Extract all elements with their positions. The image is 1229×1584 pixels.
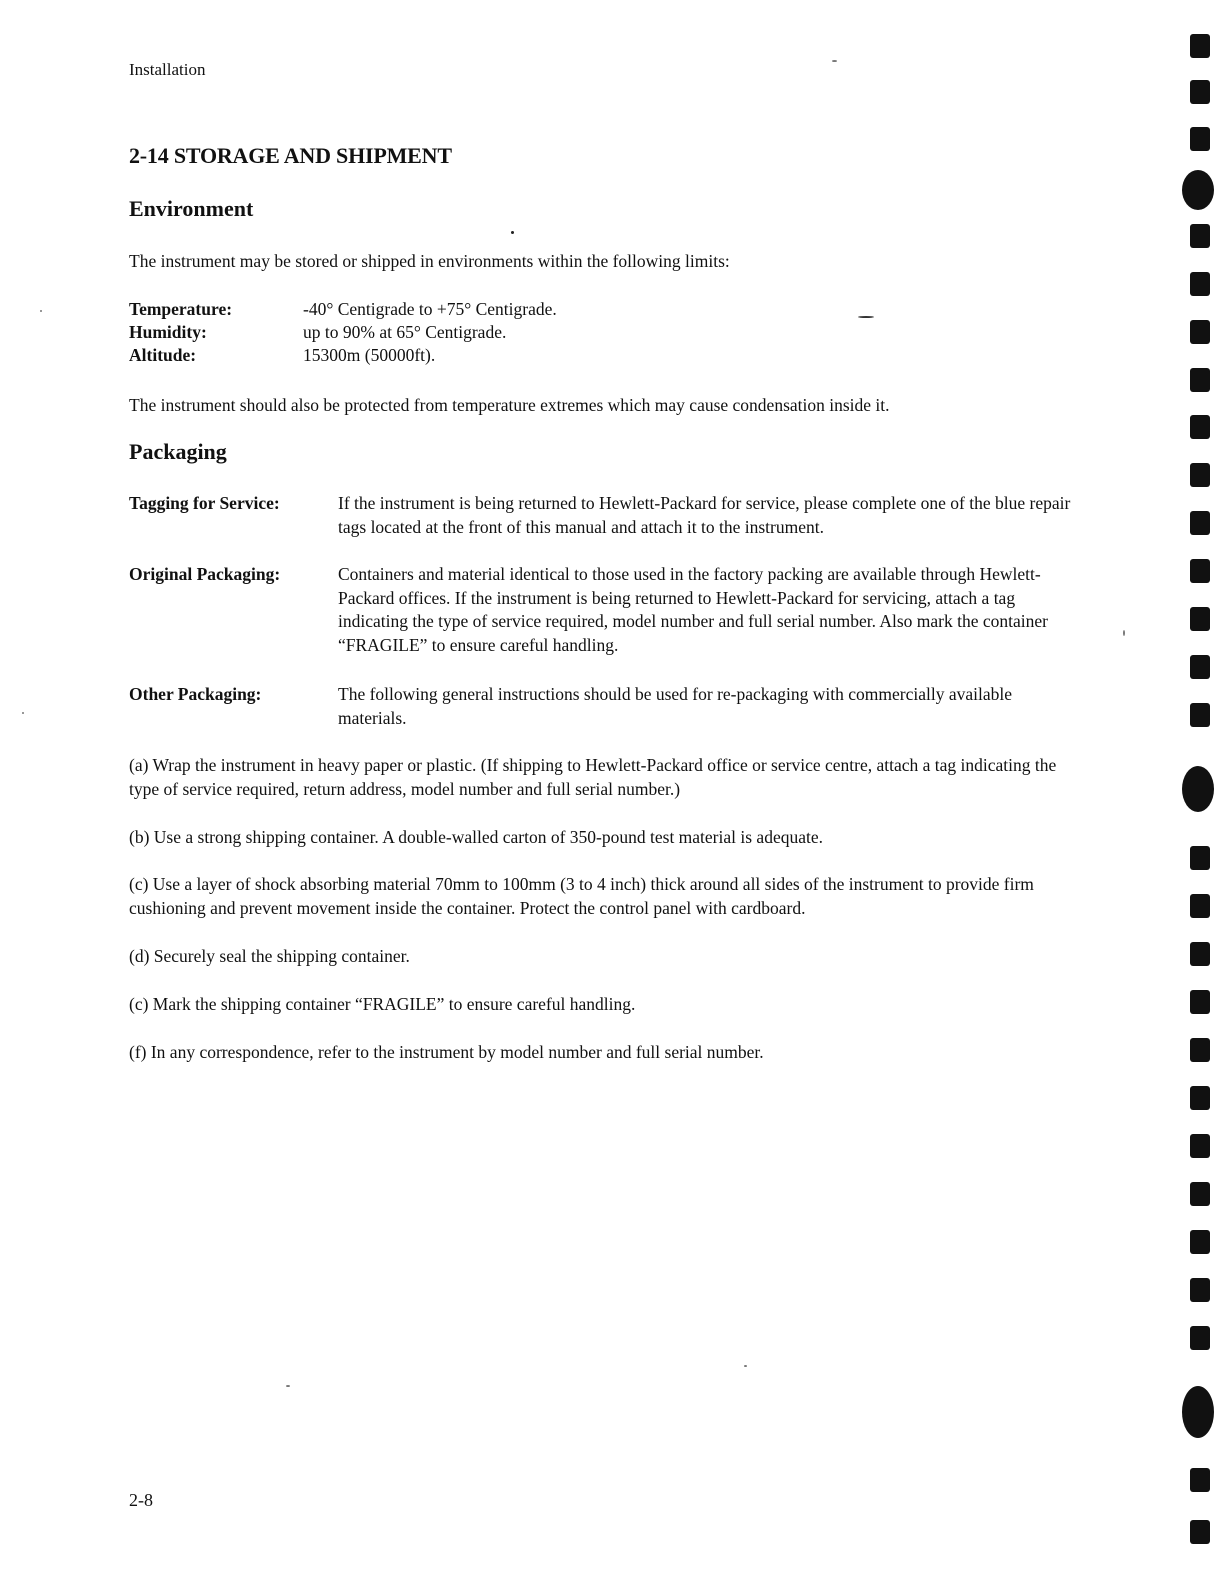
binding-hole <box>1190 224 1210 248</box>
packaging-step: (f) In any correspondence, refer to the instrument by model number and full serial number. <box>129 1042 764 1062</box>
binding-hole <box>1190 990 1210 1014</box>
packaging-step: (c) Use a layer of shock absorbing material 70mm to 100mm (3 to 4 inch) thick around all sides of the instrument to provide firm cushioning and prevent movement inside the container. Protect the control panel with cardboard. <box>129 874 1034 918</box>
packaging-item-text: The following general instructions should be used for re-packaging with commercially available materials. <box>338 684 1013 728</box>
spec-row-humidity <box>129 321 557 344</box>
packaging-step: (c) Mark the shipping container “FRAGILE” to ensure careful handling. <box>129 994 636 1014</box>
binding-hole <box>1190 320 1210 344</box>
packaging-step: (a) Wrap the instrument in heavy paper or plastic. (If shipping to Hewlett-Packard office or service centre, attach a tag indicating the type of service required, return address, model number and full serial number.) <box>129 755 1057 799</box>
packaging-item-text: Containers and material identical to those used in the factory packing are available through Hewlett-Packard offices. If the instrument is being returned to Hewlett-Packard for servicing, attach a tag indicating the type of service required, model number and full serial number. Also mark the container “FRAGILE” to ensure careful handling. <box>338 564 1048 655</box>
binding-hole <box>1190 463 1210 487</box>
binding-hole <box>1190 894 1210 918</box>
scan-speck <box>744 1365 747 1367</box>
scan-speck <box>858 316 874 318</box>
binding-hole <box>1190 559 1210 583</box>
packaging-step: (d) Securely seal the shipping container. <box>129 946 410 966</box>
binding-hole <box>1190 1278 1210 1302</box>
scan-speck <box>511 231 514 234</box>
binding-hole <box>1190 846 1210 870</box>
spec-label: Humidity: <box>129 322 207 342</box>
spec-label: Altitude: <box>129 345 197 365</box>
binding-hole <box>1190 272 1210 296</box>
spec-value: 15300m (50000ft). <box>303 345 436 365</box>
binding-hole <box>1190 1086 1210 1110</box>
binding-hole <box>1190 942 1210 966</box>
scan-speck <box>40 310 42 312</box>
binding-hole <box>1182 766 1214 812</box>
scan-speck <box>22 712 24 714</box>
environment-intro: The instrument may be stored or shipped in environments within the following limits: <box>129 251 730 271</box>
running-head: Installation <box>129 60 206 79</box>
packaging-item-label: Original Packaging: <box>129 564 281 584</box>
binding-hole <box>1190 1182 1210 1206</box>
spec-row-temperature <box>129 298 557 321</box>
spec-label: Temperature: <box>129 299 233 319</box>
packaging-item-other <box>129 683 1078 730</box>
binding-hole <box>1190 1038 1210 1062</box>
environment-heading: Environment <box>129 196 254 221</box>
scan-speck <box>832 60 837 62</box>
packaging-item-label: Other Packaging: <box>129 684 262 704</box>
packaging-item-text: If the instrument is being returned to Hewlett-Packard for service, please complete one of the blue repair tags located at the front of this manual and attach it to the instrument. <box>338 493 1071 537</box>
binding-hole <box>1190 1326 1210 1350</box>
packaging-item-tagging <box>129 492 1078 539</box>
binding-hole <box>1190 415 1210 439</box>
binding-hole <box>1190 703 1210 727</box>
environment-spec-table <box>129 298 557 367</box>
binding-hole <box>1190 368 1210 392</box>
binding-hole <box>1190 511 1210 535</box>
binding-hole <box>1190 1134 1210 1158</box>
spec-row-altitude <box>129 344 557 367</box>
binding-hole <box>1190 655 1210 679</box>
spec-value: -40° Centigrade to +75° Centigrade. <box>303 299 557 319</box>
binding-hole <box>1190 80 1210 104</box>
binding-hole <box>1182 170 1214 210</box>
environment-note: The instrument should also be protected from temperature extremes which may cause condensation inside it. <box>129 395 890 415</box>
packaging-step: (b) Use a strong shipping container. A double-walled carton of 350-pound test material is adequate. <box>129 827 823 847</box>
spiral-binding-strip <box>1180 0 1229 1584</box>
binding-hole <box>1190 607 1210 631</box>
binding-hole <box>1190 127 1210 151</box>
packaging-item-original <box>129 563 1078 657</box>
binding-hole <box>1190 1230 1210 1254</box>
binding-hole <box>1190 34 1210 58</box>
packaging-heading: Packaging <box>129 439 227 464</box>
binding-hole <box>1190 1468 1210 1492</box>
page-number: 2-8 <box>129 1490 153 1510</box>
scan-speck <box>1123 630 1125 636</box>
binding-hole <box>1190 1520 1210 1544</box>
spec-value: up to 90% at 65° Centigrade. <box>303 322 507 342</box>
packaging-item-label: Tagging for Service: <box>129 493 280 513</box>
binding-hole <box>1182 1386 1214 1438</box>
section-title: 2-14 STORAGE AND SHIPMENT <box>129 143 452 168</box>
scan-speck <box>286 1385 290 1387</box>
